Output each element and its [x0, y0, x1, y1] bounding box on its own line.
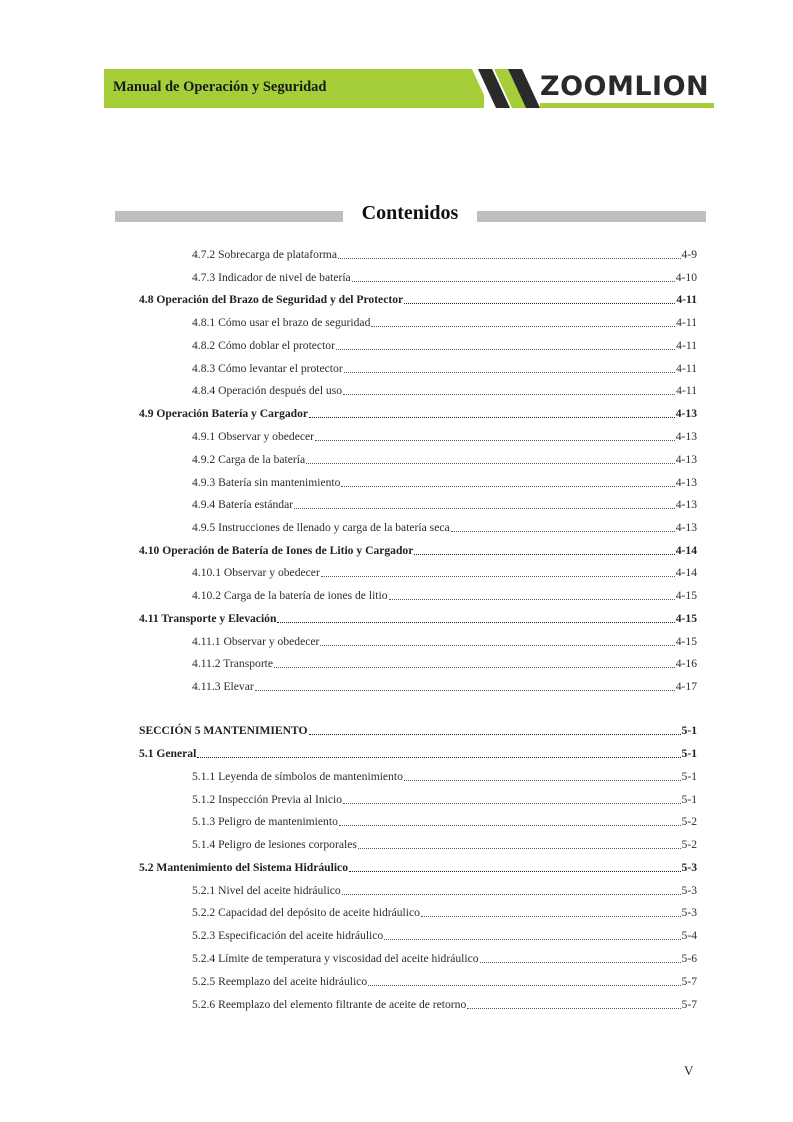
toc-entry-page: 5-6	[681, 952, 697, 965]
toc-entry-title: 5.2.4 Límite de temperatura y viscosidad del aceite hidráulico	[192, 952, 479, 965]
toc-entry-title: 4.11.1 Observar y obedecer	[192, 635, 320, 648]
toc-dot-leader	[343, 803, 681, 804]
toc-entry-title: 4.7.2 Sobrecarga de plataforma	[192, 248, 337, 261]
toc-entry[interactable]	[192, 998, 697, 1012]
toc-entry[interactable]	[139, 747, 697, 761]
toc-entry[interactable]	[192, 838, 697, 852]
toc-dot-leader	[336, 349, 675, 350]
toc-entry-page: 4-15	[675, 612, 697, 625]
toc-entry-title: SECCIÓN 5 MANTENIMIENTO	[139, 724, 308, 737]
toc-entry[interactable]	[192, 657, 697, 671]
toc-entry[interactable]	[192, 929, 697, 943]
toc-dot-leader	[480, 962, 681, 963]
toc-entry-page: 5-7	[681, 975, 697, 988]
toc-entry-title: 4.9.2 Carga de la batería	[192, 453, 306, 466]
toc-dot-leader	[451, 531, 675, 532]
toc-dot-leader	[467, 1008, 680, 1009]
toc-entry[interactable]	[192, 498, 697, 512]
toc-entry-title: 5.2.2 Capacidad del depósito de aceite hidráulico	[192, 906, 420, 919]
toc-entry[interactable]	[192, 589, 697, 603]
toc-entry[interactable]	[192, 906, 697, 920]
page-header	[104, 69, 714, 108]
toc-dot-leader	[306, 463, 675, 464]
toc-entry[interactable]	[139, 544, 697, 558]
toc-heading: Contenidos	[361, 202, 459, 224]
toc-dot-leader	[344, 372, 675, 373]
toc-entry[interactable]	[192, 635, 697, 649]
toc-dot-leader	[343, 394, 675, 395]
toc-entry[interactable]	[139, 861, 697, 875]
toc-entry-title: 4.8.2 Cómo doblar el protector	[192, 339, 335, 352]
toc-entry-title: 4.11 Transporte y Elevación	[139, 612, 277, 625]
toc-entry-title: 5.2.1 Nivel del aceite hidráulico	[192, 884, 341, 897]
toc-entry[interactable]	[192, 453, 697, 467]
heading-rule-right	[477, 211, 706, 222]
toc-entry[interactable]	[192, 770, 697, 784]
toc-entry[interactable]	[192, 566, 697, 580]
manual-title: Manual de Operación y Seguridad	[113, 79, 327, 95]
zoomlion-slash-icon	[472, 69, 540, 108]
toc-entry[interactable]	[192, 362, 697, 376]
toc-entry-title: 5.1.1 Leyenda de símbolos de mantenimiento	[192, 770, 403, 783]
toc-entry[interactable]	[192, 952, 697, 966]
toc-entry-title: 5.1.2 Inspección Previa al Inicio	[192, 793, 343, 806]
toc-entry-page: 5-1	[681, 724, 697, 737]
toc-entry-page: 4-17	[675, 680, 697, 693]
toc-dot-leader	[342, 894, 681, 895]
toc-entry-page: 4-13	[675, 407, 697, 420]
toc-dot-leader	[384, 939, 680, 940]
toc-entry-page: 4-11	[676, 316, 697, 329]
toc-dot-leader	[404, 303, 675, 304]
toc-entry-page: 4-14	[675, 566, 697, 579]
toc-entry-title: 5.2.6 Reemplazo del elemento filtrante de aceite de retorno	[192, 998, 467, 1011]
toc-entry-page: 5-1	[681, 770, 697, 783]
toc-entry[interactable]	[139, 293, 697, 307]
toc-entry-page: 4-13	[675, 498, 697, 511]
toc-entry-title: 5.2.5 Reemplazo del aceite hidráulico	[192, 975, 368, 988]
toc-entry-page: 5-1	[681, 747, 697, 760]
toc-entry-page: 5-7	[681, 998, 697, 1011]
toc-dot-leader	[404, 780, 681, 781]
toc-entry[interactable]	[139, 612, 697, 626]
toc-dot-leader	[349, 871, 681, 872]
toc-dot-leader	[339, 825, 681, 826]
toc-entry-title: 4.9 Operación Batería y Cargador	[139, 407, 309, 420]
toc-dot-leader	[320, 645, 674, 646]
toc-dot-leader	[277, 622, 674, 623]
toc-entry-title: 5.1 General	[139, 747, 197, 760]
toc-entry[interactable]	[192, 271, 697, 285]
toc-entry-page: 4-9	[681, 248, 697, 261]
toc-entry-page: 5-2	[681, 838, 697, 851]
toc-entry-title: 5.2.3 Especificación del aceite hidráulico	[192, 929, 384, 942]
toc-entry[interactable]	[192, 793, 697, 807]
toc-dot-leader	[371, 326, 675, 327]
toc-entry-title: 4.9.3 Batería sin mantenimiento	[192, 476, 341, 489]
toc-dot-leader	[358, 848, 681, 849]
toc-entry[interactable]	[192, 339, 697, 353]
toc-entry-title: 5.1.3 Peligro de mantenimiento	[192, 815, 338, 828]
toc-entry[interactable]	[192, 384, 697, 398]
toc-entry[interactable]	[192, 316, 697, 330]
toc-entry-page: 4-11	[676, 293, 697, 306]
toc-entry[interactable]	[192, 430, 697, 444]
toc-entry-title: 4.10.1 Observar y obedecer	[192, 566, 320, 579]
toc-dot-leader	[321, 576, 675, 577]
toc-entry-page: 4-13	[675, 453, 697, 466]
toc-entry-page: 5-2	[681, 815, 697, 828]
toc-entry[interactable]	[192, 521, 697, 535]
toc-entry-title: 4.8 Operación del Brazo de Seguridad y del Protector	[139, 293, 404, 306]
toc-entry-page: 5-3	[681, 884, 697, 897]
toc-entry[interactable]	[192, 680, 697, 694]
toc-entry-title: 4.8.3 Cómo levantar el protector	[192, 362, 343, 375]
toc-entry-title: 4.10 Operación de Batería de Iones de Litio y Cargador	[139, 544, 414, 557]
toc-entry-title: 5.1.4 Peligro de lesiones corporales	[192, 838, 357, 851]
toc-entry[interactable]	[192, 476, 697, 490]
toc-dot-leader	[368, 985, 680, 986]
toc-dot-leader	[352, 281, 675, 282]
toc-dot-leader	[255, 690, 675, 691]
brand-logo: ZOOMLION	[540, 71, 710, 102]
toc-dot-leader	[197, 757, 680, 758]
toc-entry[interactable]	[139, 407, 697, 421]
heading-rule-left	[115, 211, 343, 222]
toc-entry-title: 4.8.1 Cómo usar el brazo de seguridad	[192, 316, 371, 329]
toc-entry-page: 4-11	[676, 362, 697, 375]
toc-entry-page: 5-3	[681, 906, 697, 919]
toc-entry[interactable]	[192, 884, 697, 898]
page-number: V	[684, 1063, 694, 1078]
toc-entry-title: 4.7.3 Indicador de nivel de batería	[192, 271, 351, 284]
toc-dot-leader	[309, 734, 681, 735]
toc-entry-title: 4.11.3 Elevar	[192, 680, 254, 693]
toc-entry-page: 4-13	[675, 521, 697, 534]
toc-entry[interactable]	[192, 815, 697, 829]
toc-entry-title: 4.9.5 Instrucciones de llenado y carga de la batería seca	[192, 521, 450, 534]
toc-entry-page: 4-10	[675, 271, 697, 284]
toc-entry[interactable]	[139, 724, 697, 738]
toc-entry-page: 5-1	[681, 793, 697, 806]
toc-dot-leader	[274, 667, 675, 668]
toc-entry-title: 4.9.4 Batería estándar	[192, 498, 294, 511]
toc-dot-leader	[338, 258, 681, 259]
toc-dot-leader	[421, 916, 681, 917]
toc-entry[interactable]	[192, 975, 697, 989]
toc-entry-page: 4-15	[675, 635, 697, 648]
toc-entry-page: 4-14	[675, 544, 697, 557]
toc-entry-page: 5-4	[681, 929, 697, 942]
toc-entry-page: 4-16	[675, 657, 697, 670]
toc-dot-leader	[294, 508, 675, 509]
toc-entry[interactable]	[192, 248, 697, 262]
toc-entry-title: 5.2 Mantenimiento del Sistema Hidráulico	[139, 861, 348, 874]
toc-dot-leader	[389, 599, 675, 600]
toc-dot-leader	[309, 417, 675, 418]
toc-entry-page: 4-11	[676, 384, 697, 397]
toc-dot-leader	[341, 486, 674, 487]
toc-dot-leader	[414, 554, 674, 555]
toc-entry-title: 4.11.2 Transporte	[192, 657, 274, 670]
toc-entry-page: 4-15	[675, 589, 697, 602]
toc-entry-title: 4.9.1 Observar y obedecer	[192, 430, 315, 443]
toc-entry-title: 4.10.2 Carga de la batería de iones de litio	[192, 589, 388, 602]
toc-entry-page: 4-13	[675, 476, 697, 489]
toc-entry-page: 5-3	[681, 861, 697, 874]
brand-underline	[540, 103, 714, 108]
toc-entry-page: 4-13	[675, 430, 697, 443]
toc-entry-page: 4-11	[676, 339, 697, 352]
toc-dot-leader	[315, 440, 675, 441]
toc-entry-title: 4.8.4 Operación después del uso	[192, 384, 343, 397]
